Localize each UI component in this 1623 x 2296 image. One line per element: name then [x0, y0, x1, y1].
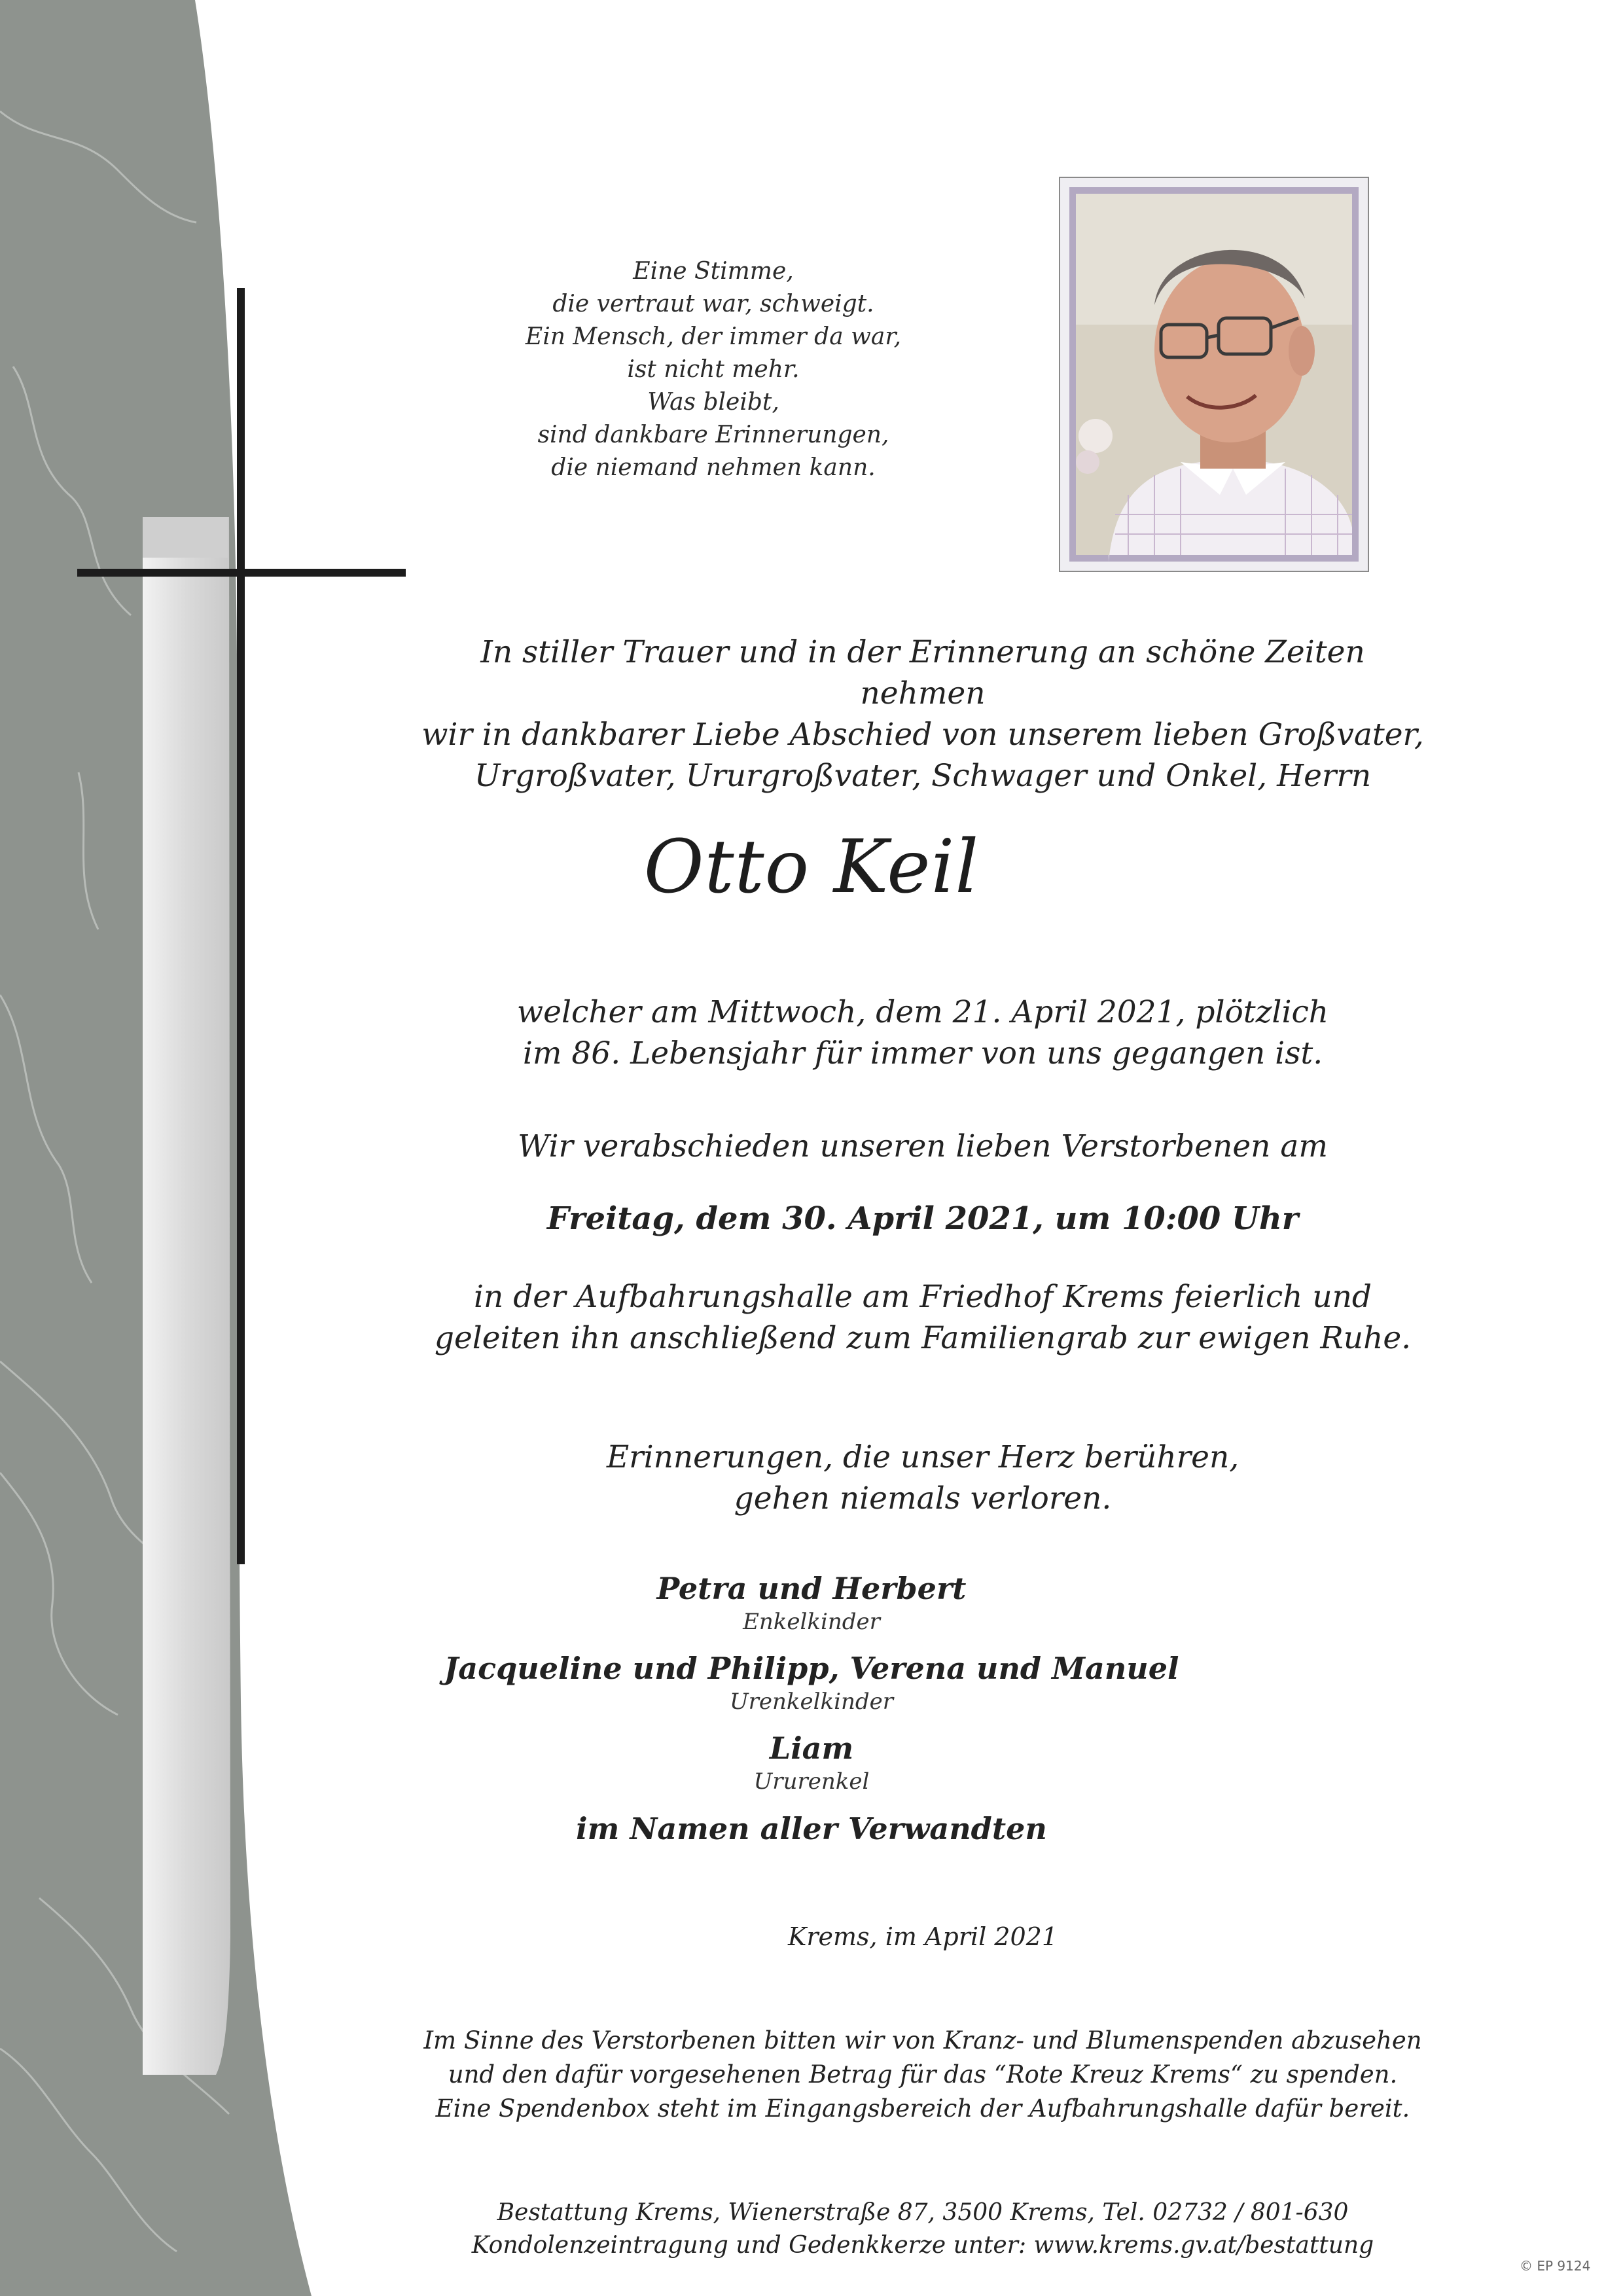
- poem-line: Was bleibt,: [647, 389, 779, 416]
- location-line: in der Aufbahrungshalle am Friedhof Krems feierlich und: [473, 1279, 1372, 1315]
- undertaker-line: Kondolenzeintragung und Gedenkkerze unter: www.krems.gv.at/bestattung: [471, 2232, 1374, 2259]
- mourner-names: Petra und Herbert: [656, 1571, 967, 1606]
- poem-line: Ein Mensch, der immer da war,: [525, 323, 902, 350]
- poem-line: die vertraut war, schweigt.: [552, 291, 874, 317]
- intro-line: Urgroßvater, Ururgroßvater, Schwager und Onkel, Herrn: [474, 758, 1372, 794]
- donation-note: [419, 2024, 1427, 2126]
- deceased-name: Otto Keil: [643, 825, 980, 910]
- mourner-relation: Urenkelkinder: [729, 1689, 894, 1715]
- intro-line: In stiller Trauer und in der Erinnerung an schöne Zeiten nehmen: [480, 634, 1365, 711]
- closing-signature: im Namen aller Verwandten: [576, 1811, 1047, 1846]
- poem-line: die niemand nehmen kann.: [551, 454, 876, 481]
- portrait-photo: [1069, 187, 1359, 562]
- mourner-relation: Ururenkel: [753, 1768, 870, 1795]
- death-line: welcher am Mittwoch, dem 21. April 2021, plötzlich: [516, 994, 1329, 1030]
- portrait-photo-frame: [1059, 177, 1369, 572]
- poem-line: sind dankbare Erinnerungen,: [537, 422, 889, 448]
- donation-line: Im Sinne des Verstorbenen bitten wir von Kranz- und Blumenspenden abzusehen: [423, 2026, 1422, 2054]
- mourner-names: Jacqueline und Philipp, Verena und Manuel: [444, 1651, 1179, 1686]
- mourner-relation: Enkelkinder: [743, 1609, 880, 1635]
- poem-line: ist nicht mehr.: [627, 356, 800, 383]
- memory-quote: [419, 1437, 1427, 1519]
- place-and-date: Krems, im April 2021: [787, 1922, 1058, 1951]
- ceremony-location: [419, 1276, 1427, 1359]
- intro-paragraph: [419, 632, 1427, 797]
- memory-line: Erinnerungen, die unser Herz berühren,: [606, 1439, 1240, 1475]
- cross-horizontal-bar: [77, 569, 406, 577]
- undertaker-line: Bestattung Krems, Wienerstraße 87, 3500 Krems, Tel. 02732 / 801-630: [497, 2199, 1349, 2226]
- poem: [399, 255, 1027, 484]
- death-info: [419, 992, 1427, 1074]
- donation-line: und den dafür vorgesehenen Betrag für das “Rote Kreuz Krems“ zu spenden.: [448, 2060, 1398, 2089]
- undertaker-info: [419, 2197, 1427, 2262]
- memory-line: gehen niemals verloren.: [734, 1480, 1112, 1516]
- cross-vertical-bar: [237, 288, 245, 1564]
- ceremony-date: Freitag, dem 30. April 2021, um 10:00 Uhr: [546, 1200, 1299, 1237]
- poem-line: Eine Stimme,: [633, 258, 794, 285]
- intro-line: wir in dankbarer Liebe Abschied von unserem lieben Großvater,: [421, 717, 1424, 753]
- mourner-names: Liam: [769, 1731, 854, 1766]
- print-code: © EP 9124: [1520, 2258, 1591, 2274]
- farewell-line: Wir verabschieden unseren lieben Verstorbenen am: [518, 1128, 1328, 1164]
- location-line: geleiten ihn anschließend zum Familiengrab zur ewigen Ruhe.: [434, 1320, 1412, 1356]
- band-top-block: [143, 517, 228, 558]
- donation-line: Eine Spendenbox steht im Eingangsbereich der Aufbahrungshalle dafür bereit.: [435, 2094, 1410, 2123]
- death-line: im 86. Lebensjahr für immer von uns gegangen ist.: [522, 1035, 1323, 1071]
